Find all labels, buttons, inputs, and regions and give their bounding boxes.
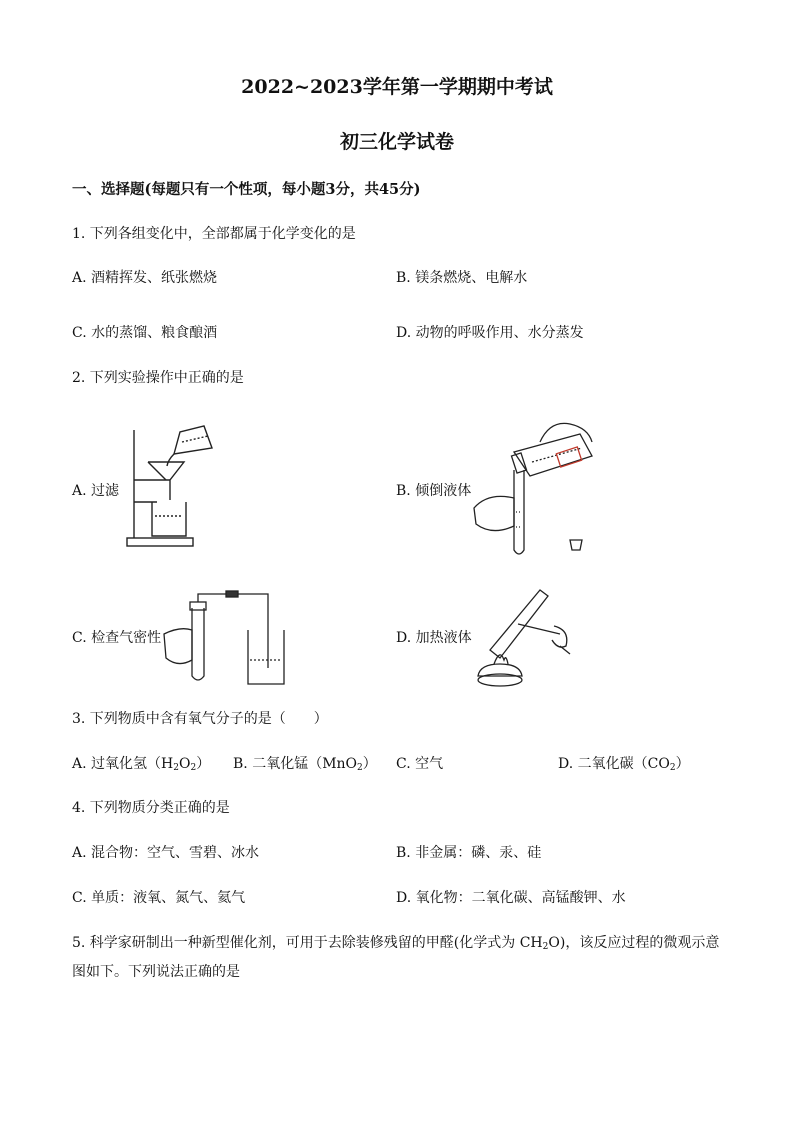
question-1-stem: 1. 下列各组变化中，全部都属于化学变化的是 <box>72 226 356 242</box>
question-3-option-d: D. 二氧化碳$(CO_2)$ <box>558 756 690 773</box>
question-3-option-c: C. 空气 <box>396 756 444 772</box>
question-1-option-c: C. 水的蒸馏、粮食酿酒 <box>72 325 218 341</box>
pouring-liquid-illustration <box>470 412 600 562</box>
question-2-option-b: B. 倾倒液体 <box>396 483 472 499</box>
question-3-option-b: B. 二氧化锰（MnO$_2$） <box>233 756 377 773</box>
question-4-option-a: A. 混合物：空气、雪碧、冰水 <box>72 845 260 861</box>
question-2-option-d: D. 加热液体 <box>396 630 472 646</box>
question-1-option-a: A. 酒精挥发、纸张燃烧 <box>72 270 218 286</box>
question-1-option-d: D. 动物的呼吸作用、水分蒸发 <box>396 325 584 341</box>
question-3-option-a: A. 过氧化氢$(H_2O_2)$ <box>72 756 211 773</box>
exam-subtitle: 初三化学试卷 <box>339 131 454 153</box>
question-4-option-c: C. 单质：液氧、氮气、氦气 <box>72 890 246 906</box>
exam-title: 2022~2023学年第一学期期中考试 <box>241 76 553 98</box>
section-heading: 一、选择题(每题只有一个性项，每小题3分，共45分) <box>72 181 421 198</box>
question-3-stem: 3. 下列物质中含有氧气分子的是（ ） <box>72 711 328 727</box>
question-2-option-c: C. 检查气密性 <box>72 630 162 646</box>
airtightness-check-illustration <box>160 588 290 688</box>
question-5-stem-line-2: 图如下。下列说法正确的是 <box>72 964 240 980</box>
heating-liquid-illustration <box>470 580 580 690</box>
question-4-stem: 4. 下列物质分类正确的是 <box>72 800 230 816</box>
question-4-option-b: B. 非金属：磷、汞、硅 <box>396 845 542 861</box>
question-2-option-a: A. 过滤 <box>72 483 120 499</box>
question-2-stem: 2. 下列实验操作中正确的是 <box>72 370 244 386</box>
question-4-option-d: D. 氧化物：二氧化碳、高锰酸钾、水 <box>396 890 626 906</box>
question-5-stem-line-1: 5. 科学家研制出一种新型催化剂，可用于去除装修残留的甲醛(化学式为 $CH_2O$)，该反应过程的微观示意 <box>72 935 720 952</box>
question-1-option-b: B. 镁条燃烧、电解水 <box>396 270 528 286</box>
filtration-apparatus-illustration <box>122 420 222 550</box>
